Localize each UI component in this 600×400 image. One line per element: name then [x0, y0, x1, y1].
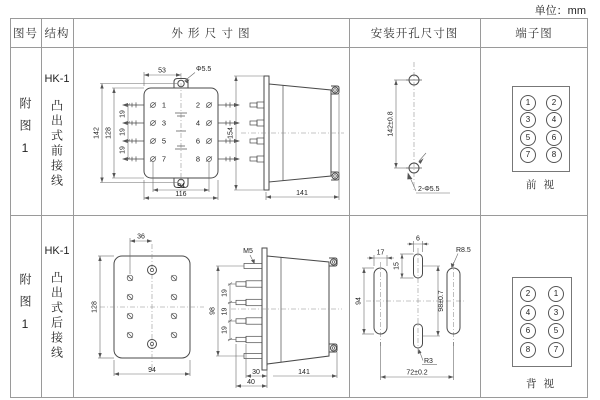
terminal-circle: 7 [520, 147, 536, 163]
terminal-number: 6 [195, 136, 201, 146]
terminal-row [520, 305, 564, 321]
terminal-number: 8 [195, 154, 201, 164]
dim-label-94: 94 [177, 183, 185, 190]
terminal-diagram-front-view [512, 86, 570, 172]
terminal-circle: 2 [520, 286, 536, 302]
unit-label: 单位：mm [534, 5, 586, 17]
dim-label-98: 98 [209, 307, 217, 315]
dim-label-19: 19 [119, 146, 127, 154]
dim-label-mid-pitch: 98±0.7 [438, 290, 445, 312]
install-drawing-rear-wiring [352, 222, 478, 394]
dim-label-36: 36 [137, 233, 145, 241]
terminal-circle: 8 [520, 342, 536, 358]
terminal-row [520, 112, 562, 128]
terminal-diagram-rear-view [512, 277, 572, 367]
dim-label-19: 19 [221, 289, 229, 297]
dim-label-19: 19 [221, 307, 229, 316]
dim-label-40: 40 [247, 379, 255, 386]
column-header-structure: 结构 [44, 27, 70, 40]
dim-label-53: 53 [158, 67, 166, 75]
column-header-fig-no: 图号 [13, 27, 38, 40]
outline-drawing-front-wiring [86, 50, 348, 202]
terminal-circle: 5 [520, 130, 536, 146]
dim-label-slot-pitch: 72±0.2 [406, 369, 428, 377]
column-header-terminal: 端子图 [515, 27, 553, 40]
terminal-number: 4 [195, 118, 201, 128]
dim-label-142: 142 [93, 127, 101, 139]
terminal-number: 5 [161, 136, 167, 146]
terminal-circle: 8 [546, 147, 562, 163]
terminal-number: 7 [161, 154, 167, 164]
fig-no-cell-row2 [10, 215, 41, 398]
column-header-install: 安装开孔尺寸图 [370, 27, 459, 40]
terminal-circle: 5 [548, 323, 564, 339]
dim-label-94: 94 [148, 367, 156, 374]
terminal-circle: 4 [546, 112, 562, 128]
structure-text-row2: 凸出式后接线 [49, 271, 64, 361]
dim-label-128: 128 [91, 301, 99, 313]
terminal-circle: 6 [520, 323, 536, 339]
dim-label-holes: 2-Φ5.5 [418, 186, 440, 193]
dim-label-m5: M5 [243, 248, 253, 255]
terminal-circle: 4 [520, 305, 536, 321]
terminal-row [520, 286, 564, 302]
dim-label-116: 116 [175, 191, 187, 198]
dim-label-154: 154 [227, 127, 235, 139]
terminal-number: 2 [195, 100, 201, 110]
terminal-circle: 2 [546, 95, 562, 111]
dim-label-19: 19 [119, 110, 127, 118]
terminal-number: 3 [161, 118, 167, 128]
column-header-outline: 外 形 尺 寸 图 [171, 27, 251, 40]
terminal-circle: 7 [548, 342, 564, 358]
structure-cell-row1 [41, 47, 73, 215]
model-label-row2: HK-1 [44, 245, 70, 257]
terminal-circle: 1 [548, 286, 564, 302]
dim-label-ear-hole: Φ5.5 [196, 66, 212, 73]
dim-label-6: 6 [416, 235, 420, 243]
install-drawing-front-wiring [352, 50, 478, 202]
model-label-row1: HK-1 [44, 73, 70, 85]
terminal-circle: 3 [548, 305, 564, 321]
terminal-circle: 3 [520, 112, 536, 128]
view-label-rear: 背 视 [526, 378, 556, 390]
dim-label-30: 30 [252, 369, 260, 376]
dim-label-19: 19 [119, 128, 127, 136]
terminal-row [520, 342, 564, 358]
dim-label-128: 128 [105, 127, 113, 139]
terminal-row [520, 323, 564, 339]
structure-cell-row2 [41, 215, 73, 398]
fig-no-text-row1: 附图1 [18, 97, 32, 165]
structure-text-row1: 凸出式前接线 [49, 99, 64, 189]
view-label-front: 前 视 [526, 179, 556, 191]
terminal-row [520, 147, 562, 163]
terminal-row [520, 95, 562, 111]
dim-label-r3: R3 [424, 358, 433, 365]
fig-no-cell-row1 [10, 47, 41, 215]
terminal-circle: 1 [520, 95, 536, 111]
dim-label-94: 94 [355, 297, 363, 305]
terminal-row [520, 130, 562, 146]
fig-no-text-row2: 附图1 [18, 272, 32, 341]
terminal-number: 1 [161, 100, 167, 110]
dim-label-15: 15 [393, 262, 401, 270]
terminal-circle: 6 [546, 130, 562, 146]
outline-drawing-rear-wiring [86, 220, 348, 394]
dim-label-r85: R8.5 [456, 247, 471, 254]
dim-label-19: 19 [221, 326, 229, 334]
dim-label-17: 17 [376, 249, 385, 257]
dim-label-141: 141 [298, 369, 310, 376]
dim-label-141: 141 [296, 190, 308, 197]
dim-label-hole-pitch: 142±0.8 [387, 111, 395, 137]
